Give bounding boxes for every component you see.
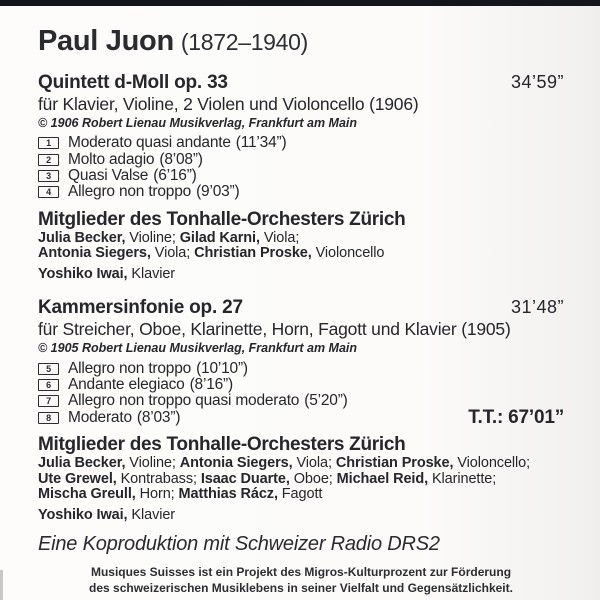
performer-name: Yoshiko Iwai, xyxy=(38,265,128,282)
track-row xyxy=(38,151,564,167)
performer-role: Viola; xyxy=(292,454,336,471)
performer-name: Matthias Rácz, xyxy=(178,486,278,503)
copyright-line: © 1906 Robert Lienau Musikverlag, Frankfurt am Main xyxy=(38,116,358,130)
performers-line xyxy=(38,472,564,488)
copyright-line: © 1905 Robert Lienau Musikverlag, Frankfurt am Main xyxy=(38,341,358,356)
pianist-line xyxy=(38,508,564,524)
track-list xyxy=(38,360,564,426)
performer-role: Viola; xyxy=(150,245,195,262)
work-duration: 34’59” xyxy=(510,72,564,92)
performer-role: Viola; xyxy=(259,229,300,246)
track-row xyxy=(38,168,564,184)
track-time: (6’16”) xyxy=(153,166,197,184)
track-number-box: 5 xyxy=(38,363,59,375)
performer-role: Klarinette; xyxy=(428,470,497,487)
track-number-box: 7 xyxy=(38,395,59,407)
performer-name: Mischa Greull, xyxy=(38,486,136,503)
coproduction-line: Eine Koproduktion mit Schweizer Radio DRS2 xyxy=(38,533,440,556)
track-time: (8’16”) xyxy=(189,375,233,393)
performer-name: Christian Proske, xyxy=(335,454,454,471)
performer-role: Klavier xyxy=(127,506,176,523)
track-list xyxy=(38,135,564,201)
track-time: (8’08”) xyxy=(159,150,203,168)
performer-name: Ute Grewel, xyxy=(38,470,117,487)
track-number-box: 4 xyxy=(38,186,59,198)
performer-role: Fagott xyxy=(277,486,323,503)
track-time: (8’03”) xyxy=(136,408,181,426)
track-time: (11’34”) xyxy=(235,134,287,152)
track-row xyxy=(38,377,564,393)
track-time: (9’03”) xyxy=(196,183,240,201)
performer-role: Kontrabass; xyxy=(116,470,201,487)
track-row xyxy=(38,135,564,151)
work-title: Kammersinfonie op. 27 xyxy=(38,297,243,319)
performer-name: Christian Proske, xyxy=(194,245,312,262)
composer-name: Paul Juon xyxy=(38,25,174,57)
performer-role: Violine; xyxy=(125,229,180,246)
track-title: Molto adagio xyxy=(68,150,155,168)
track-row xyxy=(38,360,564,376)
composer-dates: (1872–1940) xyxy=(180,29,309,55)
performer-role: Oboe; xyxy=(289,470,337,487)
pianist-line xyxy=(38,267,564,283)
track-title: Quasi Valse xyxy=(68,166,149,184)
track-title: Allegro non troppo quasi moderato xyxy=(68,392,300,410)
performer-role: Horn; xyxy=(135,486,179,503)
track-row xyxy=(38,184,564,200)
track-number-box: 2 xyxy=(38,154,59,166)
track-title: Allegro non troppo xyxy=(68,183,192,201)
work-header xyxy=(38,72,564,94)
ensemble-heading: Mitglieder des Tonhalle-Orchesters Zürich xyxy=(38,433,406,455)
performer-name: Isaac Duarte, xyxy=(200,470,290,487)
performer-name: Antonia Siegers, xyxy=(179,454,293,471)
performers-line xyxy=(38,246,564,262)
performer-role: Klavier xyxy=(127,265,176,282)
track-number-box: 8 xyxy=(38,412,59,424)
track-title: Andante elegiaco xyxy=(68,375,185,393)
performer-name: Gilad Karni, xyxy=(179,229,260,246)
performer-name: Julia Becker, xyxy=(38,454,126,471)
scoring-line: für Klavier, Violine, 2 Violen und Violoncello (1906) xyxy=(38,94,419,114)
track-title: Allegro non troppo xyxy=(68,359,192,377)
track-number-box: 3 xyxy=(38,170,59,182)
track-number-box: 6 xyxy=(38,379,59,391)
performer-name: Julia Becker, xyxy=(38,229,126,246)
track-time: (5’20”) xyxy=(304,392,348,410)
performer-name: Yoshiko Iwai, xyxy=(38,506,128,523)
performer-role: Violoncello xyxy=(311,245,385,262)
track-row-left xyxy=(38,409,180,427)
work-header xyxy=(38,297,564,319)
scan-edge-artifact xyxy=(0,570,3,600)
ensemble-heading: Mitglieder des Tonhalle-Orchesters Zürich xyxy=(38,208,406,230)
footer-note-line2: des schweizerischen Musiklebens in seiner Vielfalt und Gegensätzlichkeit. xyxy=(89,580,513,595)
track-title: Moderato xyxy=(68,408,132,426)
total-time: T.T.: 67’01” xyxy=(468,406,564,428)
footer-note xyxy=(38,565,564,596)
footer-note-line1: Musiques Suisses ist ein Projekt des Migros-Kulturprozent zur Förderung xyxy=(90,565,512,580)
track-number-box: 1 xyxy=(38,137,59,149)
track-row xyxy=(38,406,564,428)
performers-line xyxy=(38,487,564,503)
performers-line xyxy=(38,231,564,247)
track-time: (10’10”) xyxy=(196,359,248,377)
work-section-kammersinfonie xyxy=(38,297,564,523)
work-duration: 31’48” xyxy=(510,297,564,318)
performer-name: Michael Reid, xyxy=(336,470,429,487)
work-section-quintett xyxy=(38,72,564,282)
page-top-band xyxy=(0,0,600,6)
scoring-line: für Streicher, Oboe, Klarinette, Horn, Fagott und Klavier (1905) xyxy=(38,319,511,340)
composer-heading xyxy=(38,24,564,63)
performer-name: Antonia Siegers, xyxy=(38,245,151,262)
track-title: Moderato quasi andante xyxy=(68,134,231,152)
work-title: Quintett d-Moll op. 33 xyxy=(38,72,228,93)
performer-role: Violoncello; xyxy=(453,454,531,471)
performer-role: Violine; xyxy=(125,454,180,471)
performers-line xyxy=(38,456,564,472)
booklet-content xyxy=(38,24,564,596)
